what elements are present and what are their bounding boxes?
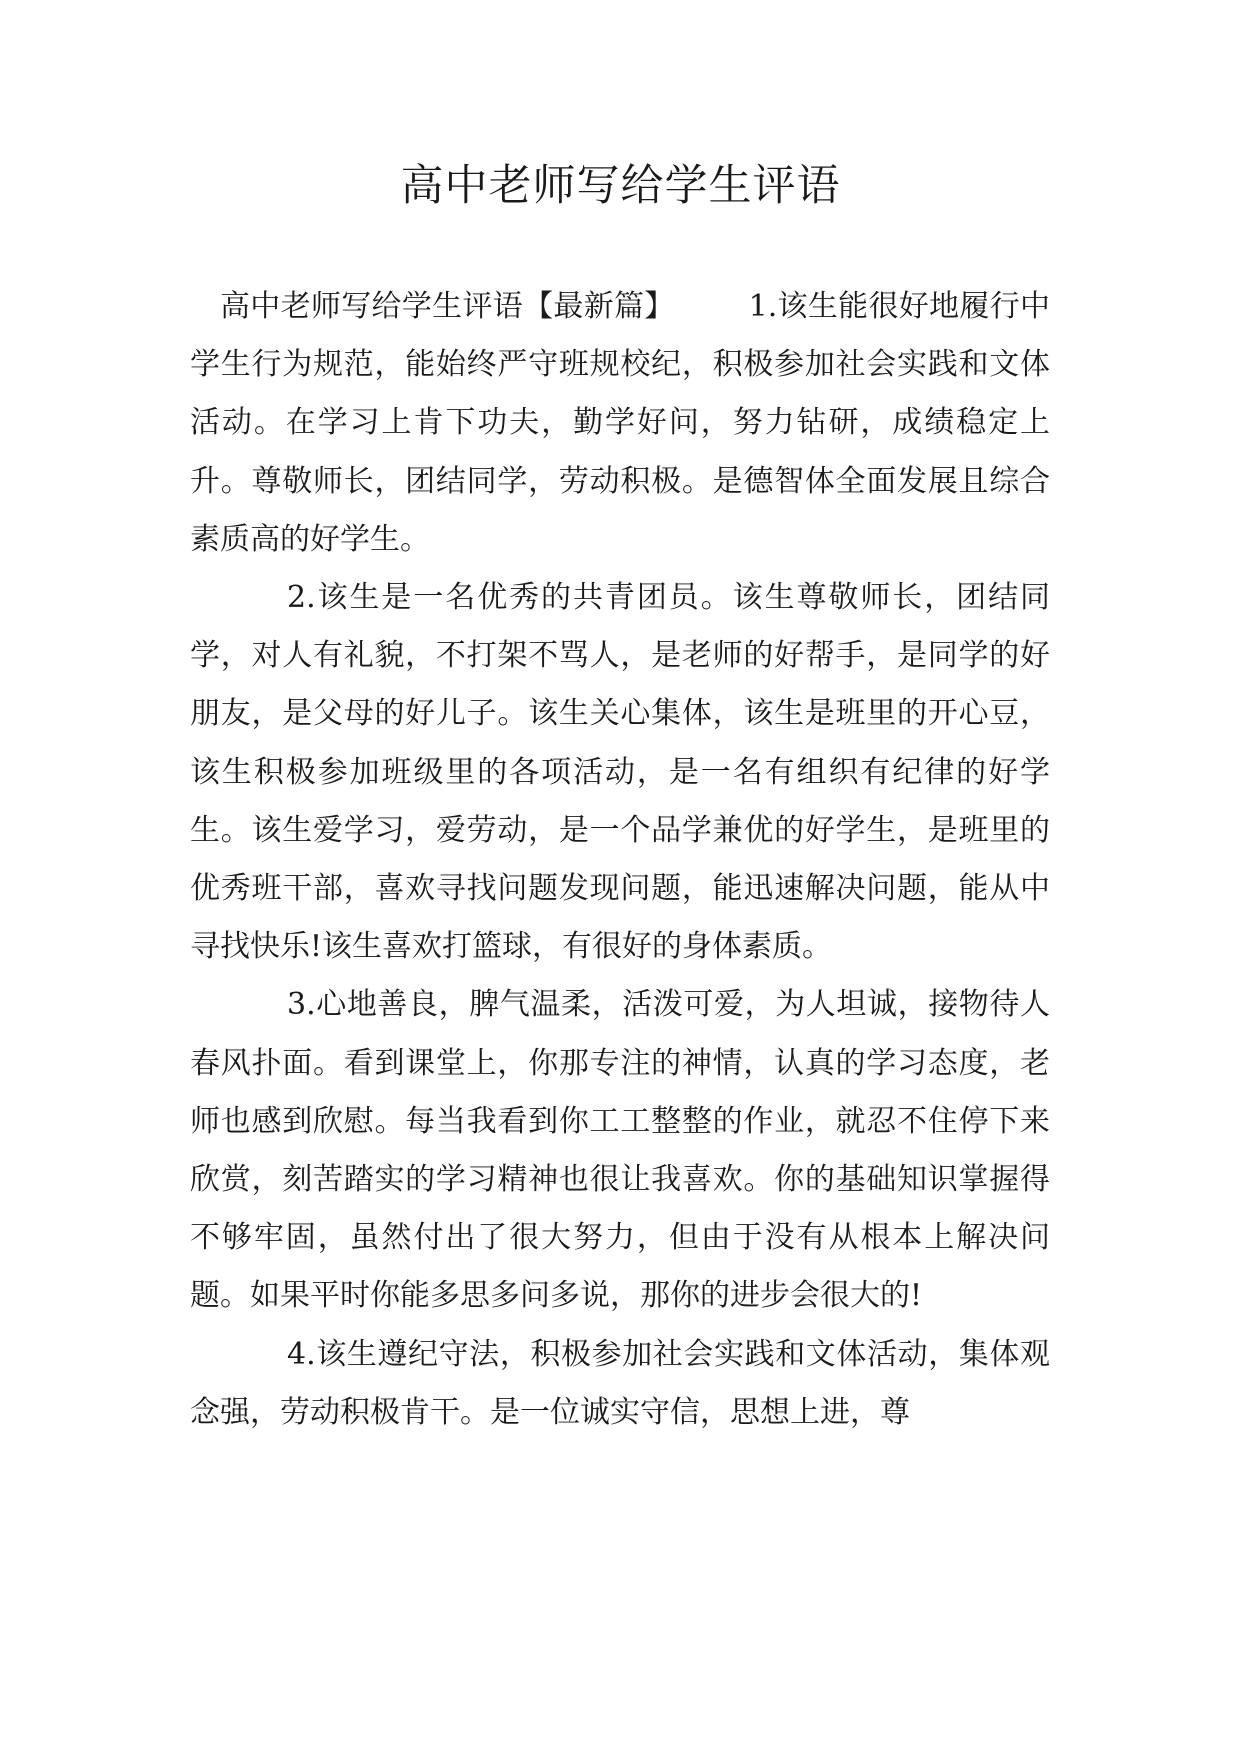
paragraph-1-text: 1.该生能很好地履行中学生行为规范，能始终严守班规校纪，积极参加社会实践和文体活动。在学习上肯下功夫，勤学好问，努力钻研，成绩稳定上升。尊敬师长，团结同学，劳动积极。是德智体全面发展且综合素质高的好学生。 xyxy=(190,289,1050,557)
intro-heading: 高中老师写给学生评语【最新篇】 xyxy=(220,289,675,324)
paragraph-2: 2.该生是一名优秀的共青团员。该生尊敬师长，团结同学，对人有礼貌，不打架不骂人，是老师的好帮手，是同学的好朋友，是父母的好儿子。该生关心集体，该生是班里的开心豆，该生积极参加班级里的各项活动，是一名有组织有纪律的好学生。该生爱学习，爱劳动，是一个品学兼优的好学生，是班里的优秀班干部，喜欢寻找问题发现问题，能迅速解决问题，能从中寻找快乐!该生喜欢打篮球，有很好的身体素质。 xyxy=(190,580,1050,965)
document-body xyxy=(190,278,1050,1442)
document-title: 高中老师写给学生评语 xyxy=(400,161,841,211)
paragraph-4: 4.该生遵纪守法，积极参加社会实践和文体活动，集体观念强，劳动积极肯干。是一位诚实守信，思想上进，尊 xyxy=(190,1336,1050,1430)
paragraph-3: 3.心地善良，脾气温柔，活泼可爱，为人坦诚，接物待人春风扑面。看到课堂上，你那专注的神情，认真的学习态度，老师也感到欣慰。每当我看到你工工整整的作业，就忍不住停下来欣赏，刻苦踏实的学习精神也很让我喜欢。你的基础知识掌握得不够牢固，虽然付出了很大努力，但由于没有从根本上解决问题。如果平时你能多思多问多说，那你的进步会很大的! xyxy=(190,987,1050,1314)
paragraph-1 xyxy=(190,278,1050,569)
